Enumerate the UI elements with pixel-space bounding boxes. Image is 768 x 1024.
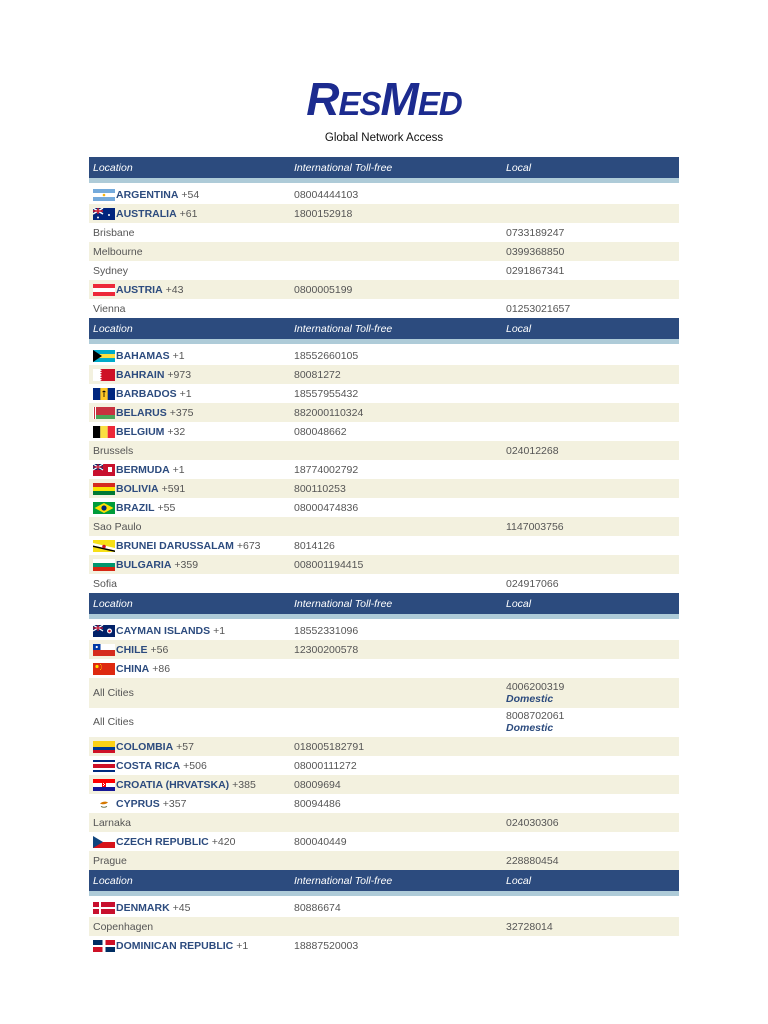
belgium-flag — [93, 426, 115, 438]
barbados-flag — [93, 388, 115, 400]
country-row — [89, 479, 679, 498]
country-row — [89, 936, 679, 955]
city-row — [89, 813, 679, 832]
location-cell — [89, 407, 290, 419]
country-name: BELGIUM — [116, 425, 165, 438]
country-name: BRAZIL — [116, 501, 155, 514]
local-cell — [502, 578, 679, 590]
chile-flag — [93, 644, 115, 656]
city-row — [89, 917, 679, 936]
country-code: +57 — [176, 740, 194, 753]
country-code: +1 — [236, 939, 249, 952]
country-code: +1 — [172, 463, 185, 476]
location-cell — [89, 559, 290, 571]
local-number: 0291867341 — [506, 264, 565, 277]
location-cell — [89, 227, 290, 239]
tollfree-number: 12300200578 — [294, 643, 359, 656]
local-cell — [502, 227, 679, 239]
location-cell — [89, 855, 290, 867]
location-cell — [89, 369, 290, 381]
country-code: +591 — [161, 482, 186, 495]
tollfree-number: 018005182791 — [294, 740, 365, 753]
country-name: CHINA — [116, 662, 150, 675]
country-code: +420 — [211, 835, 236, 848]
local-cell — [502, 246, 679, 258]
location-cell — [89, 303, 290, 315]
header-local: Local — [506, 597, 532, 610]
header-location: Location — [93, 874, 133, 887]
location-cell — [89, 445, 290, 457]
location-cell — [89, 521, 290, 533]
location-cell — [89, 540, 290, 552]
city-name: Brisbane — [93, 226, 135, 239]
header-location: Location — [93, 597, 133, 610]
table-header — [89, 593, 679, 614]
country-name: COSTA RICA — [116, 759, 181, 772]
city-name: Prague — [93, 854, 127, 867]
country-code: +32 — [167, 425, 186, 438]
header-local: Local — [506, 161, 532, 174]
country-name: BULGARIA — [116, 558, 172, 571]
country-code: +357 — [162, 797, 187, 810]
country-name: CZECH REPUBLIC — [116, 835, 209, 848]
tollfree-number: 008001194415 — [294, 558, 364, 571]
city-name: Vienna — [93, 302, 126, 315]
country-name: AUSTRIA — [116, 283, 163, 296]
table-header — [89, 157, 679, 178]
country-code: +1 — [172, 349, 185, 362]
country-row — [89, 403, 679, 422]
austria-flag — [93, 284, 115, 296]
local-number: 024012268 — [506, 444, 559, 457]
header-tollfree: International Toll-free — [294, 161, 393, 174]
local-number: 1147003756 — [506, 520, 564, 533]
country-code: +45 — [172, 901, 191, 914]
country-row — [89, 365, 679, 384]
location-cell — [89, 189, 290, 201]
tollfree-number: 800040449 — [294, 835, 347, 848]
city-name: Melbourne — [93, 245, 143, 258]
city-row — [89, 242, 679, 261]
local-number: 024030306 — [506, 816, 559, 829]
country-row — [89, 204, 679, 223]
country-code: +43 — [165, 283, 184, 296]
dominican-republic-flag — [93, 940, 115, 952]
country-row — [89, 621, 679, 640]
china-flag — [93, 663, 115, 675]
tollfree-number: 18552331096 — [294, 624, 359, 637]
country-row — [89, 555, 679, 574]
czech-republic-flag — [93, 836, 115, 848]
country-code: +385 — [232, 778, 256, 791]
country-row — [89, 460, 679, 479]
country-name: BARBADOS — [116, 387, 177, 400]
country-row — [89, 898, 679, 917]
tollfree-number: 18552660105 — [294, 349, 359, 362]
table-header — [89, 318, 679, 339]
location-cell — [89, 687, 290, 699]
header-tollfree: International Toll-free — [294, 597, 393, 610]
location-cell — [89, 625, 290, 637]
country-row — [89, 536, 679, 555]
country-name: CROATIA (HRVATSKA) — [116, 778, 230, 791]
header-tollfree: International Toll-free — [294, 322, 393, 335]
country-name: BAHRAIN — [116, 368, 165, 381]
city-name: All Cities — [93, 686, 134, 699]
header-location: Location — [93, 161, 133, 174]
city-row — [89, 441, 679, 460]
country-row — [89, 640, 679, 659]
location-cell — [89, 716, 290, 728]
tollfree-number: 18887520003 — [294, 939, 359, 952]
bolivia-flag — [93, 483, 115, 495]
local-cell — [502, 445, 679, 457]
tollfree-number: 80094486 — [294, 797, 341, 810]
location-cell — [89, 388, 290, 400]
country-code: +1 — [179, 387, 192, 400]
tollfree-number: 800110253 — [294, 482, 346, 495]
location-cell — [89, 902, 290, 914]
denmark-flag — [93, 902, 115, 914]
location-cell — [89, 798, 290, 810]
bermuda-flag — [93, 464, 115, 476]
location-cell — [89, 208, 290, 220]
country-name: ARGENTINA — [116, 188, 179, 201]
country-name: BERMUDA — [116, 463, 170, 476]
local-cell — [502, 681, 679, 705]
country-row — [89, 756, 679, 775]
country-code: +1 — [213, 624, 226, 637]
argentina-flag — [93, 189, 115, 201]
brunei-flag — [93, 540, 115, 552]
city-row — [89, 223, 679, 242]
bulgaria-flag — [93, 559, 115, 571]
city-name: Sofia — [93, 577, 117, 590]
local-number: 0399368850 — [506, 245, 565, 258]
cayman-islands-flag — [93, 625, 115, 637]
country-name: BRUNEI DARUSSALAM — [116, 539, 234, 552]
local-cell — [502, 710, 679, 734]
location-cell — [89, 426, 290, 438]
table-header — [89, 870, 679, 891]
city-name: Brussels — [93, 444, 134, 457]
country-name: BOLIVIA — [116, 482, 159, 495]
country-name: DENMARK — [116, 901, 170, 914]
country-code: +86 — [152, 662, 171, 675]
location-cell — [89, 817, 290, 829]
country-name: CYPRUS — [116, 797, 160, 810]
tollfree-number: 080048662 — [294, 425, 347, 438]
local-cell — [502, 265, 679, 277]
country-code: +375 — [169, 406, 194, 419]
local-number: 8008702061 — [506, 710, 565, 723]
tollfree-number: 882000110324 — [294, 406, 364, 419]
logo-wordmark: RESMED — [306, 73, 462, 125]
location-cell — [89, 644, 290, 656]
tollfree-number: 80886674 — [294, 901, 341, 914]
country-code: +61 — [179, 207, 198, 220]
croatia-flag — [93, 779, 115, 791]
header-local: Local — [506, 874, 532, 887]
country-code: +673 — [236, 539, 261, 552]
local-number: 228880454 — [506, 854, 559, 867]
location-cell — [89, 483, 290, 495]
country-row — [89, 775, 679, 794]
tollfree-number: 0800005199 — [294, 283, 353, 296]
local-number: 4006200319 — [506, 680, 565, 693]
bahrain-flag — [93, 369, 115, 381]
tollfree-number: 08000474836 — [294, 501, 359, 514]
header-location: Location — [93, 322, 133, 335]
local-cell — [502, 817, 679, 829]
local-number: 0733189247 — [506, 226, 565, 239]
city-name: All Cities — [93, 716, 134, 729]
country-row — [89, 422, 679, 441]
local-cell — [502, 855, 679, 867]
country-code: +55 — [157, 501, 176, 514]
location-cell — [89, 246, 290, 258]
country-code: +973 — [167, 368, 192, 381]
costa-rica-flag — [93, 760, 115, 772]
colombia-flag — [93, 741, 115, 753]
tollfree-number: 1800152918 — [294, 207, 353, 220]
tollfree-number: 80081272 — [294, 368, 341, 381]
belarus-flag — [93, 407, 115, 419]
location-cell — [89, 663, 290, 675]
location-cell — [89, 464, 290, 476]
country-code: +506 — [183, 759, 207, 772]
resmed-logo — [0, 73, 768, 145]
local-number: 024917066 — [506, 577, 559, 590]
country-code: +56 — [150, 643, 169, 656]
domestic-note: Domestic — [506, 692, 554, 705]
city-row — [89, 678, 679, 708]
location-cell — [89, 350, 290, 362]
country-code: +54 — [181, 188, 200, 201]
local-cell — [502, 521, 679, 533]
country-name: COLOMBIA — [116, 740, 174, 753]
location-cell — [89, 578, 290, 590]
brazil-flag — [93, 502, 115, 514]
country-row — [89, 498, 679, 517]
city-row — [89, 851, 679, 870]
country-name: CAYMAN ISLANDS — [116, 624, 211, 637]
city-row — [89, 574, 679, 593]
country-row — [89, 794, 679, 813]
header-tollfree: International Toll-free — [294, 874, 393, 887]
city-name: Sydney — [93, 264, 129, 277]
australia-flag — [93, 208, 115, 220]
location-cell — [89, 940, 290, 952]
location-cell — [89, 741, 290, 753]
location-cell — [89, 265, 290, 277]
tollfree-number: 18557955432 — [294, 387, 359, 400]
country-row — [89, 737, 679, 756]
local-cell — [502, 303, 679, 315]
country-name: BAHAMAS — [116, 349, 170, 362]
location-cell — [89, 760, 290, 772]
tollfree-number: 08009694 — [294, 778, 341, 791]
location-cell — [89, 284, 290, 296]
bahamas-flag — [93, 350, 115, 362]
local-number: 01253021657 — [506, 302, 571, 315]
country-name: AUSTRALIA — [116, 207, 177, 220]
local-number: 32728014 — [506, 920, 553, 933]
cyprus-flag — [93, 798, 115, 810]
country-row — [89, 384, 679, 403]
location-cell — [89, 779, 290, 791]
country-name: BELARUS — [116, 406, 167, 419]
city-row — [89, 299, 679, 318]
location-cell — [89, 921, 290, 933]
country-code: +359 — [174, 558, 199, 571]
city-name: Sao Paulo — [93, 520, 142, 533]
city-row — [89, 261, 679, 280]
country-row — [89, 832, 679, 851]
domestic-note: Domestic — [506, 722, 554, 735]
logo-subtitle: Global Network Access — [324, 132, 444, 144]
access-number-table — [89, 157, 679, 955]
city-name: Copenhagen — [93, 920, 154, 933]
country-row — [89, 659, 679, 678]
location-cell — [89, 502, 290, 514]
country-row — [89, 346, 679, 365]
country-row — [89, 185, 679, 204]
tollfree-number: 18774002792 — [294, 463, 359, 476]
city-name: Larnaka — [93, 816, 131, 829]
header-local: Local — [506, 322, 532, 335]
tollfree-number: 8014126 — [294, 539, 335, 552]
country-name: CHILE — [116, 643, 148, 656]
country-row — [89, 280, 679, 299]
location-cell — [89, 836, 290, 848]
city-row — [89, 517, 679, 536]
tollfree-number: 08000111272 — [294, 759, 357, 772]
tollfree-number: 08004444103 — [294, 188, 359, 201]
city-row — [89, 708, 679, 738]
local-cell — [502, 921, 679, 933]
country-name: DOMINICAN REPUBLIC — [116, 939, 234, 952]
